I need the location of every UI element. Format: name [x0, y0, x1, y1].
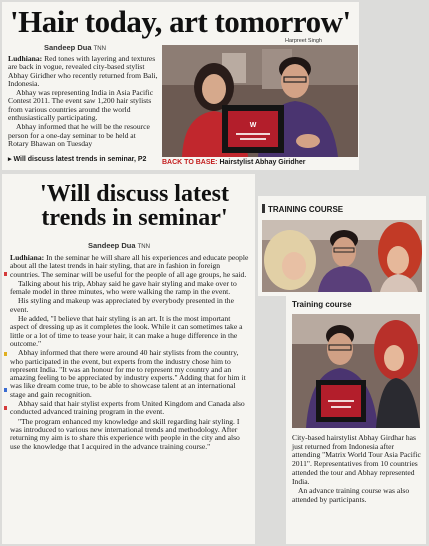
paragraph: Ludhiana: Red tones with layering and textures are back in vogue, revealed city-based stylist Abhay Giridher who recently returned from Bali, Indonesia. [8, 54, 158, 88]
clipping-training-course-brief [286, 296, 426, 544]
margin-marker [4, 388, 7, 392]
paragraph: "The program enhanced my knowledge and skill regarding hair styling. I was introduced to various new international trends and methodology. After returning my aim is to share this experience with people in the city and also use the knowledge that I acquired in the advance training course." [10, 416, 240, 451]
paragraph: Abhay was representing India in Asia Pacific Contest 2011. The event saw 1,200 hair stylists from various countries around the world enthusiastically participating. [8, 88, 154, 123]
article-body-brief [292, 434, 422, 506]
byline [88, 241, 150, 250]
paragraph: Ludhiana: In the seminar he will share all his experiences and educate people about all the latest trends in hair styling, that are in fashion in foreign countries. The seminar will be useful for the people of all age groups, he said. [10, 253, 249, 279]
clipping-hair-today [2, 2, 359, 170]
paragraph: He added, "I believe that hair styling is an art. It is the most important aspect of dressing up as it completes the look. While it can sometimes take a little or a lot of time to tease your hair, it can make a huge difference in the outcome." [10, 314, 243, 348]
paragraph: Abhay said that hair stylist experts from United Kingdom and Canada also conducted advanced training program in the event. [10, 399, 245, 417]
dateline: Ludhiana: [10, 253, 45, 262]
caption-text: Hairstylist Abhay Giridher [219, 159, 306, 166]
tag-bar-icon [262, 204, 265, 213]
paragraph: Abhay informed that he will be the resource person for a one-day seminar to be held at Rotary Bhawan on Tuesday [8, 122, 150, 148]
svg-text:W: W [249, 122, 257, 129]
photo-credit: Harpreet Singh [285, 38, 322, 44]
paragraph: Abhay informed that there were around 40 hair stylists from the country, who participated in the event, but experts from the industry chose him to represent India. "It was an honour for me to represent my country and an amazing feeling to be appreciated by industry experts." Adding that for him it was like dream come true, to be able to showcase talent at an international stage and gain recognition. [10, 348, 246, 399]
section-tag: Training course [292, 300, 352, 309]
caption-label: BACK TO BASE: [162, 159, 218, 166]
headline-will-discuss: 'Will discuss latest trends in seminar' [40, 181, 229, 231]
photo-stylist-with-award [162, 45, 358, 157]
article-body-main [10, 254, 251, 452]
byline [44, 43, 106, 52]
headline-hair-today: 'Hair today, art tomorrow' [10, 4, 351, 39]
margin-marker [4, 352, 7, 356]
dateline: Ludhiana: [8, 54, 43, 63]
section-tag: TRAINING COURSE [262, 204, 343, 214]
byline-name: Sandeep Dua [44, 43, 92, 52]
photo-caption [162, 159, 306, 166]
clipping-will-discuss [2, 174, 255, 544]
byline-name: Sandeep Dua [88, 241, 136, 250]
margin-marker [4, 406, 7, 410]
promo-link[interactable]: ▸ Will discuss latest trends in seminar, P2 [8, 156, 147, 163]
paragraph: An advance training course was also attended by participants. [292, 486, 410, 504]
paragraph: City-based hairstylist Abhay Girdhar has just returned from Indonesia after attending "Matrix World Tour Asia Pacific 2011". Representatives from 10 countries attended the tour and Abhay represented India. [292, 433, 421, 486]
byline-agency: TNN [137, 244, 150, 250]
paragraph: His styling and makeup was appreciated by everybody presented in the event. [10, 296, 234, 314]
paragraph: Talking about his trip, Abhay said he gave hair styling and make over to female model in three minutes, who were walking the ramp in the event. [10, 278, 237, 297]
margin-marker [4, 272, 7, 276]
article-body-top [8, 55, 158, 149]
photo-stylist-with-models [262, 220, 422, 292]
byline-agency: TNN [93, 46, 106, 52]
photo-stylist-with-award [292, 314, 420, 428]
clipping-training-course [258, 196, 426, 296]
